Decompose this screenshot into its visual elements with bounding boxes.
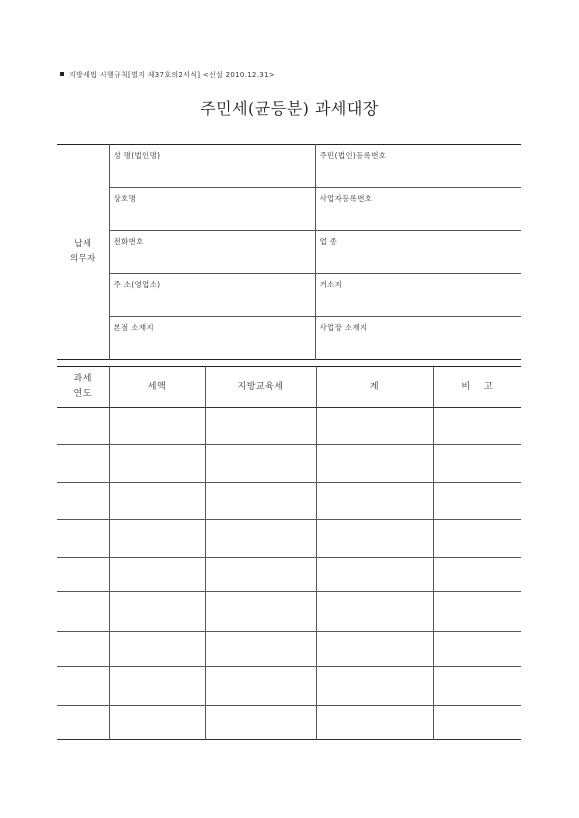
column-header-total: 계 [316, 367, 433, 408]
total-cell[interactable] [316, 592, 433, 632]
remarks-cell[interactable] [433, 706, 521, 740]
taxpayer-row [57, 231, 521, 274]
tax-amount-cell[interactable] [109, 483, 205, 520]
taxpayer-row [57, 274, 521, 317]
trade-name-field[interactable] [109, 188, 315, 231]
tax-year-cell[interactable] [57, 592, 109, 632]
tax-amount-cell[interactable] [109, 445, 205, 483]
trade-name-label: 상호명 [113, 194, 137, 203]
taxpayer-info-table [57, 144, 521, 360]
phone-field[interactable] [109, 231, 315, 274]
tax-amount-cell[interactable] [109, 408, 205, 445]
tax-amount-cell[interactable] [109, 592, 205, 632]
taxpayer-label-line2: 의무자 [69, 254, 96, 264]
tax-record-row [57, 592, 521, 632]
industry-field[interactable] [315, 231, 521, 274]
remarks-cell[interactable] [433, 408, 521, 445]
column-header-remarks: 비 고 [433, 367, 521, 408]
residence-label: 거소지 [319, 280, 343, 289]
remarks-cell[interactable] [433, 520, 521, 558]
tax-year-cell[interactable] [57, 520, 109, 558]
tax-record-row [57, 706, 521, 740]
tax-record-row [57, 445, 521, 483]
registration-number-field[interactable] [315, 145, 521, 188]
tax-record-row [57, 632, 521, 667]
tax-record-row [57, 408, 521, 445]
tax-year-line2: 연도 [73, 389, 92, 399]
tax-amount-cell[interactable] [109, 520, 205, 558]
form-reference-note [60, 70, 275, 80]
total-cell[interactable] [316, 483, 433, 520]
total-cell[interactable] [316, 408, 433, 445]
registration-number-label: 주민(법인)등록번호 [319, 151, 387, 160]
taxpayer-row [57, 188, 521, 231]
workplace-location-label: 사업장 소재지 [319, 323, 368, 332]
total-cell[interactable] [316, 520, 433, 558]
tax-amount-cell[interactable] [109, 706, 205, 740]
industry-label: 업 종 [319, 237, 338, 246]
business-registration-field[interactable] [315, 188, 521, 231]
education-tax-cell[interactable] [205, 483, 316, 520]
total-cell[interactable] [316, 632, 433, 667]
column-header-education-tax: 지방교육세 [205, 367, 316, 408]
tax-record-row [57, 520, 521, 558]
address-field[interactable] [109, 274, 315, 317]
taxpayer-row [57, 317, 521, 360]
phone-label: 전화번호 [113, 237, 144, 246]
document-title: 주민세(균등분) 과세대장 [200, 99, 379, 118]
education-tax-cell[interactable] [205, 520, 316, 558]
tax-table-header-row [57, 367, 521, 408]
column-header-tax-year [57, 367, 109, 408]
form-reference-text: 지방세법 시행규칙[별지 제37호의2서식] <신설 2010.12.31> [69, 71, 275, 79]
address-label: 주 소(영업소) [113, 280, 161, 289]
tax-year-cell[interactable] [57, 632, 109, 667]
total-cell[interactable] [316, 445, 433, 483]
business-registration-label: 사업자등록번호 [319, 194, 373, 203]
taxpayer-label-line1: 납세 [74, 239, 92, 249]
remarks-cell[interactable] [433, 483, 521, 520]
tax-year-cell[interactable] [57, 706, 109, 740]
education-tax-cell[interactable] [205, 667, 316, 706]
remarks-cell[interactable] [433, 632, 521, 667]
tax-amount-cell[interactable] [109, 667, 205, 706]
total-cell[interactable] [316, 667, 433, 706]
tax-amount-cell[interactable] [109, 632, 205, 667]
tax-year-cell[interactable] [57, 445, 109, 483]
tax-year-cell[interactable] [57, 483, 109, 520]
head-office-label: 본점 소재지 [113, 323, 154, 332]
residence-field[interactable] [315, 274, 521, 317]
tax-year-cell[interactable] [57, 558, 109, 592]
column-header-tax-amount: 세액 [109, 367, 205, 408]
tax-year-cell[interactable] [57, 408, 109, 445]
education-tax-cell[interactable] [205, 632, 316, 667]
taxpayer-section-label [57, 145, 109, 360]
square-bullet-icon [60, 72, 64, 76]
tax-record-row [57, 667, 521, 706]
remarks-cell[interactable] [433, 667, 521, 706]
name-field[interactable] [109, 145, 315, 188]
taxpayer-row [57, 145, 521, 188]
tax-table-body [57, 408, 521, 740]
tax-record-row [57, 558, 521, 592]
tax-year-cell[interactable] [57, 667, 109, 706]
workplace-location-field[interactable] [315, 317, 521, 360]
total-cell[interactable] [316, 558, 433, 592]
education-tax-cell[interactable] [205, 445, 316, 483]
education-tax-cell[interactable] [205, 706, 316, 740]
education-tax-cell[interactable] [205, 558, 316, 592]
tax-records-table [57, 366, 521, 740]
remarks-cell[interactable] [433, 592, 521, 632]
head-office-field[interactable] [109, 317, 315, 360]
tax-amount-cell[interactable] [109, 558, 205, 592]
remarks-cell[interactable] [433, 445, 521, 483]
remarks-cell[interactable] [433, 558, 521, 592]
education-tax-cell[interactable] [205, 592, 316, 632]
tax-record-row [57, 483, 521, 520]
tax-year-line1: 과세 [73, 374, 92, 384]
education-tax-cell[interactable] [205, 408, 316, 445]
name-label: 성 명(법인명) [113, 151, 161, 160]
total-cell[interactable] [316, 706, 433, 740]
